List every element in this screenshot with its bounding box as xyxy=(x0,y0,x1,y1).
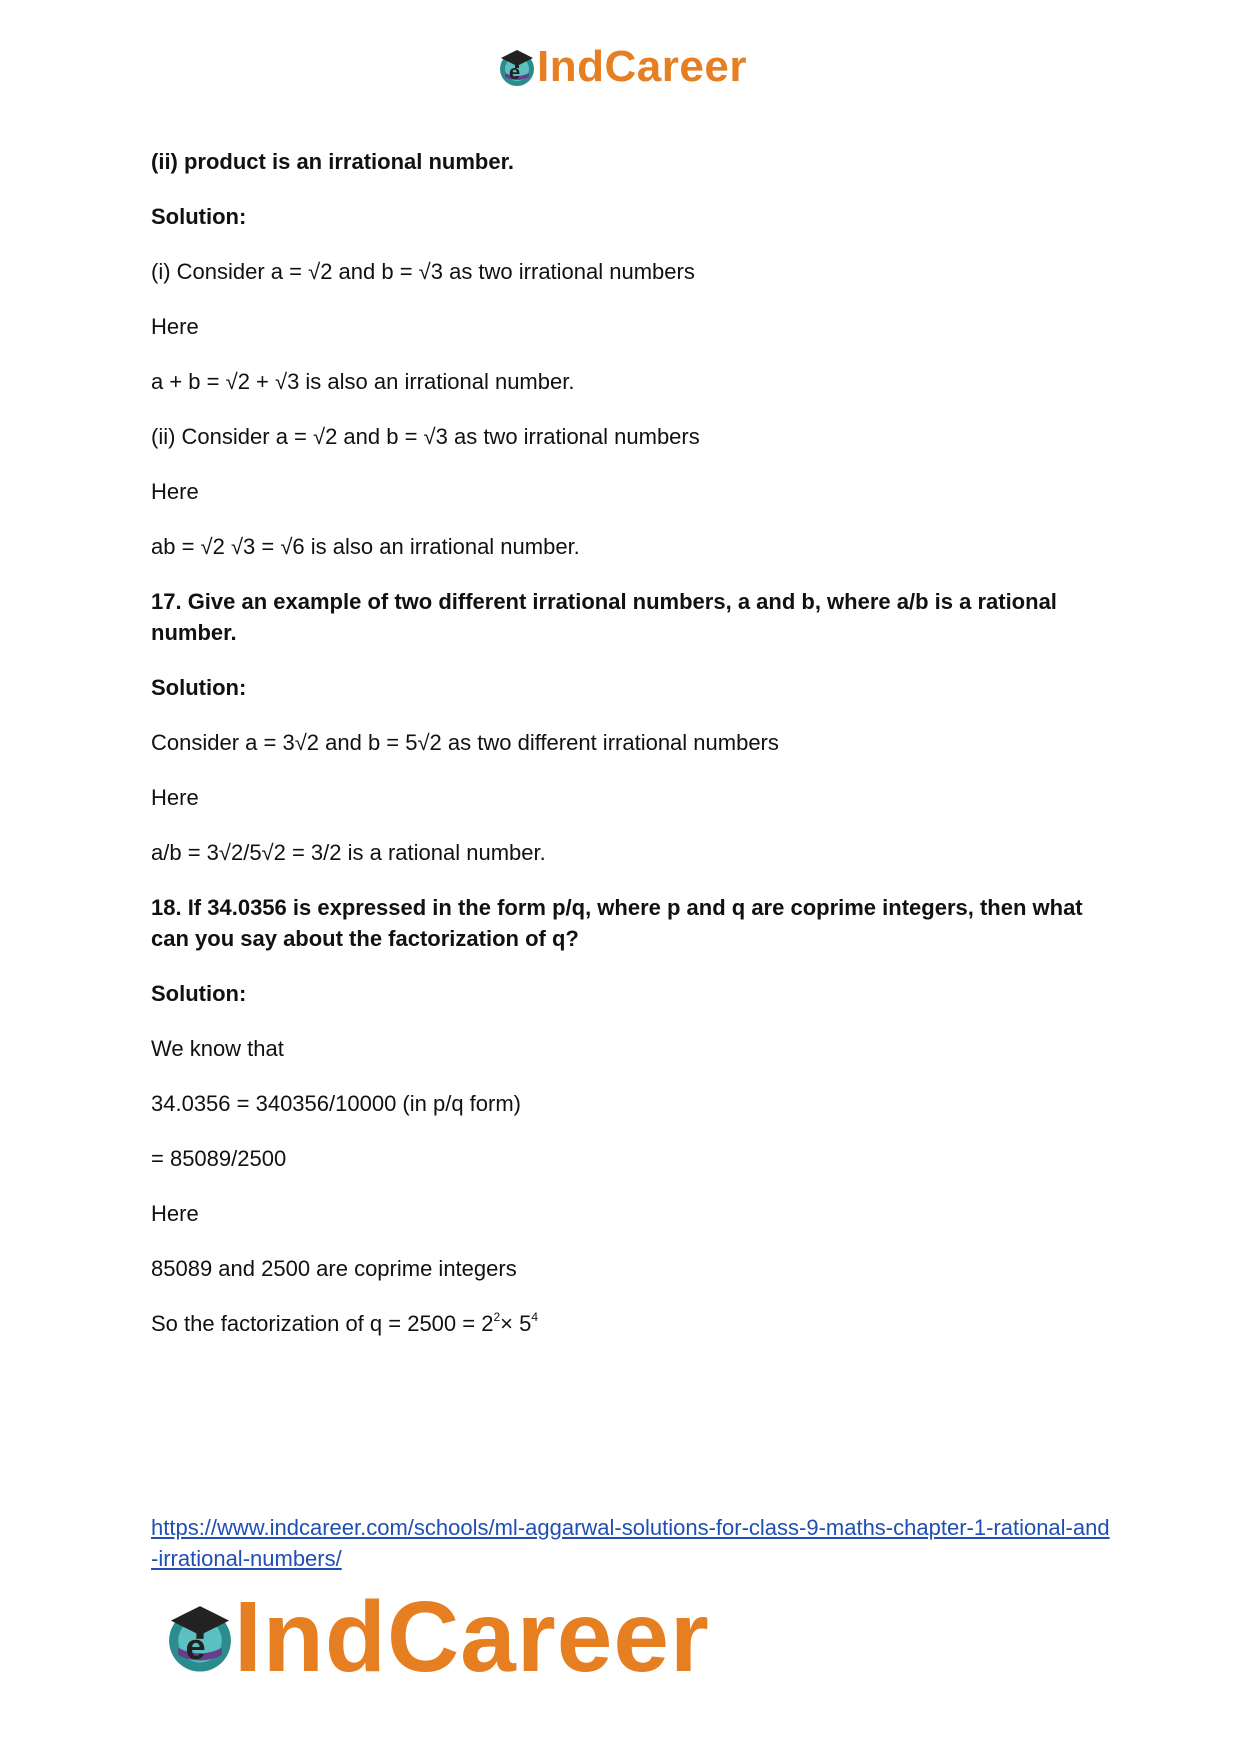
factorization-middle: × 5 xyxy=(500,1311,532,1336)
paragraph: = 85089/2500 xyxy=(151,1146,287,1171)
bold-paragraph: Solution: xyxy=(151,204,247,229)
bold-paragraph: 18. If 34.0356 is expressed in the form p/q, where p and q are coprime integers, then what can you say about the factorization of q? xyxy=(151,895,1083,951)
footer-logo xyxy=(160,1582,710,1692)
paragraph: (i) Consider a = √2 and b = √3 as two irrational numbers xyxy=(151,259,695,284)
factorization-paragraph xyxy=(151,1308,1091,1339)
paragraph: Consider a = 3√2 and b = 5√2 as two different irrational numbers xyxy=(151,730,779,755)
header-logo-wrap xyxy=(495,42,747,92)
paragraph: Here xyxy=(151,479,199,504)
svg-text:e: e xyxy=(185,1625,206,1667)
paragraph: 34.0356 = 340356/10000 (in p/q form) xyxy=(151,1091,521,1116)
paragraph: Here xyxy=(151,314,199,339)
paragraph: (ii) Consider a = √2 and b = √3 as two irrational numbers xyxy=(151,424,700,449)
bold-paragraph: 17. Give an example of two different irrational numbers, a and b, where a/b is a rational number. xyxy=(151,589,1057,645)
graduation-cap-globe-icon xyxy=(160,1597,240,1677)
graduation-cap-globe-icon xyxy=(495,45,539,89)
paragraph: ab = √2 √3 = √6 is also an irrational number. xyxy=(151,534,580,559)
header-logo-text: IndCareer xyxy=(537,42,747,91)
paragraph: a + b = √2 + √3 is also an irrational number. xyxy=(151,369,575,394)
header-logo xyxy=(0,42,1242,92)
footer-logo-text: IndCareer xyxy=(234,1581,710,1693)
exponent: 4 xyxy=(531,1309,539,1324)
bold-paragraph: (ii) product is an irrational number. xyxy=(151,149,515,174)
document-body xyxy=(151,146,1091,1363)
paragraph: Here xyxy=(151,1201,199,1226)
footer-source-link[interactable]: https://www.indcareer.com/schools/ml-aggarwal-solutions-for-class-9-maths-chapter-1-rational-and-irrational-numbers/ xyxy=(151,1515,1110,1571)
bold-paragraph: Solution: xyxy=(151,675,247,700)
exponent: 2 xyxy=(493,1309,501,1324)
factorization-prefix: So the factorization of q = 2500 = 2 xyxy=(151,1311,494,1336)
paragraph: a/b = 3√2/5√2 = 3/2 is a rational number. xyxy=(151,840,546,865)
svg-text:e: e xyxy=(509,62,521,84)
paragraph: Here xyxy=(151,785,199,810)
paragraph: 85089 and 2500 are coprime integers xyxy=(151,1256,517,1281)
bold-paragraph: Solution: xyxy=(151,981,247,1006)
paragraph: We know that xyxy=(151,1036,284,1061)
